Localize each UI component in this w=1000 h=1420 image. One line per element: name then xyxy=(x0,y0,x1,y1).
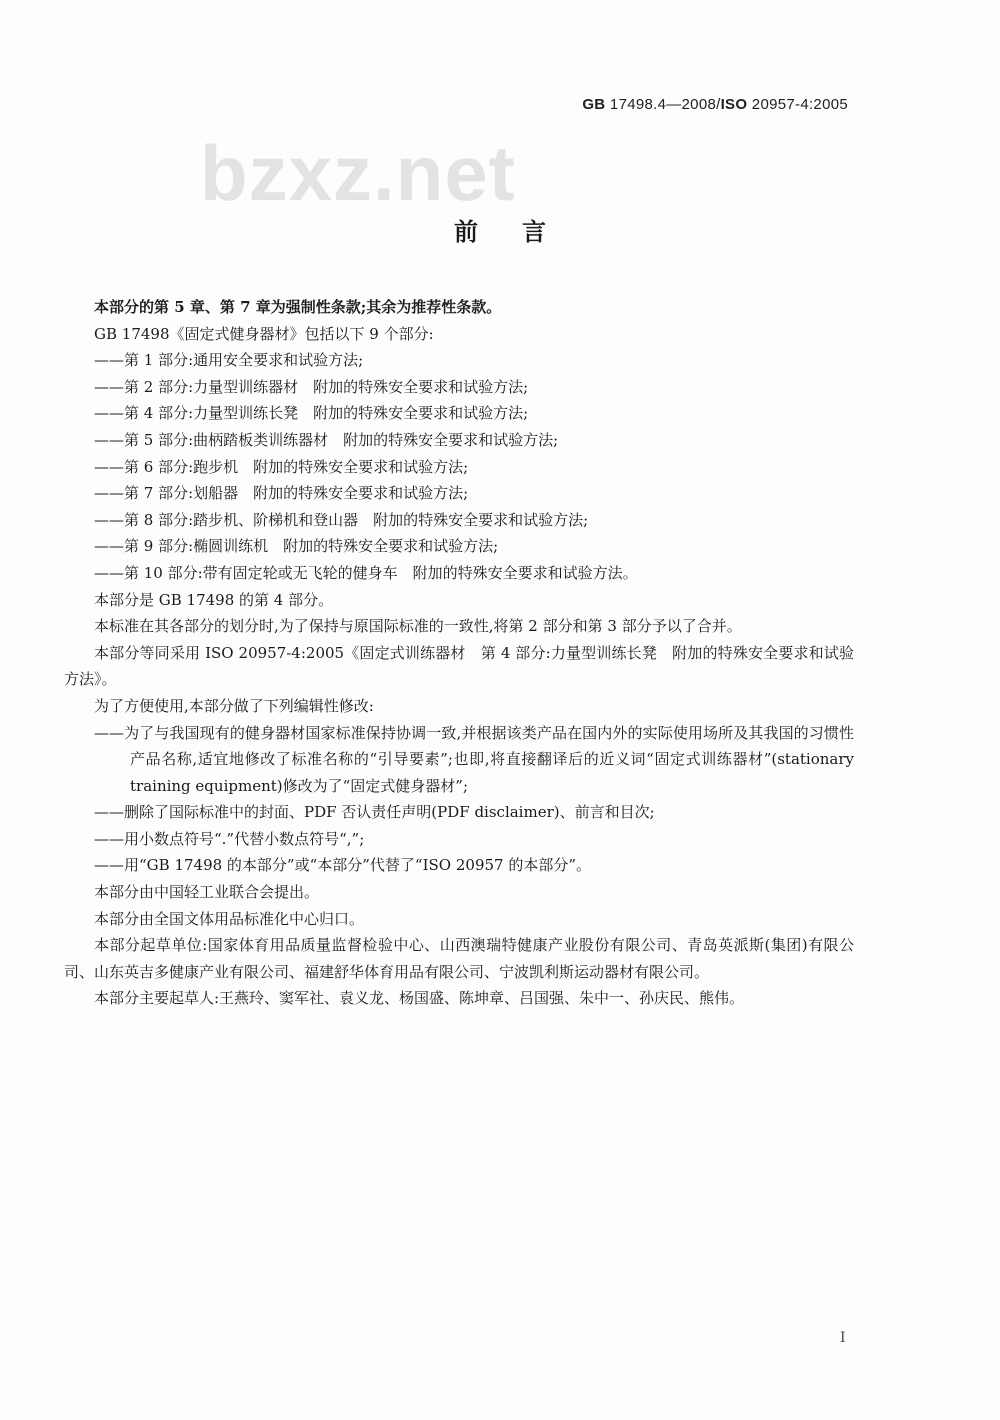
part-item: ——第 4 部分:力量型训练长凳 附加的特殊安全要求和试验方法; xyxy=(94,404,529,423)
edit-item: ——用“GB 17498 的本部分”或“本部分”代替了“ISO 20957 的本部分”。 xyxy=(94,856,592,875)
part-item: ——第 9 部分:椭圆训练机 附加的特殊安全要求和试验方法; xyxy=(94,537,499,556)
equivalence-statement: 本部分等同采用 ISO 20957-4:2005《固定式训练器材 第 4 部分:力量型训练长凳 附加的特殊安全要求和试验方法》。 xyxy=(64,643,854,689)
proposed-by: 本部分由中国轻工业联合会提出。 xyxy=(94,883,320,902)
edit-item: ——用小数点符号“.”代替小数点符号“,”; xyxy=(94,829,365,848)
mandatory-clause: 本部分的第 5 章、第 7 章为强制性条款;其余为推荐性条款。 xyxy=(94,298,502,316)
gb-label: GB xyxy=(582,96,606,113)
edit-item: ——删除了国际标准中的封面、PDF 否认责任声明(PDF disclaimer)、前言和目次; xyxy=(94,803,655,822)
part-item: ——第 2 部分:力量型训练器材 附加的特殊安全要求和试验方法; xyxy=(94,377,529,396)
parts-intro: GB 17498《固定式健身器材》包括以下 9 个部分: xyxy=(94,324,434,343)
part-item: ——第 6 部分:跑步机 附加的特殊安全要求和试验方法; xyxy=(94,457,469,476)
part-item: ——第 1 部分:通用安全要求和试验方法; xyxy=(94,351,364,370)
page-title: 前言 xyxy=(454,217,590,246)
drafters: 本部分主要起草人:王燕玲、窦军社、袁义龙、杨国盛、陈坤章、吕国强、朱中一、孙庆民、熊伟。 xyxy=(94,989,745,1008)
part-item: ——第 10 部分:带有固定轮或无飞轮的健身车 附加的特殊安全要求和试验方法。 xyxy=(94,563,638,582)
drafting-units: 本部分起草单位:国家体育用品质量监督检验中心、山西澳瑞特健康产业股份有限公司、青岛英派斯(集团)有限公司、山东英吉多健康产业有限公司、福建舒华体育用品有限公司、宁波凯利斯运动器材有限公司。 xyxy=(64,936,854,981)
page-number: I xyxy=(840,1330,846,1346)
edits-intro: 为了方便使用,本部分做了下列编辑性修改: xyxy=(94,696,374,715)
part-item: ——第 8 部分:踏步机、阶梯机和登山器 附加的特殊安全要求和试验方法; xyxy=(94,510,589,529)
iso-label: ISO xyxy=(720,96,748,113)
watermark: bzxz.net xyxy=(200,129,516,217)
part-item: ——第 7 部分:划船器 附加的特殊安全要求和试验方法; xyxy=(94,484,469,503)
part-item: ——第 5 部分:曲柄踏板类训练器材 附加的特殊安全要求和试验方法; xyxy=(94,430,559,449)
edit-item: ——为了与我国现有的健身器材国家标准保持协调一致,并根据该类产品在国内外的实际使用场所及其我国的习惯性产品名称,适宜地修改了标准名称的“引导要素”;也即,将直接翻译后的近义词“固定式训练器材”(stationary training equipment)修改为了“固定式健身器材”; xyxy=(94,723,854,795)
merge-statement: 本标准在其各部分的划分时,为了保持与原国际标准的一致性,将第 2 部分和第 3 部分予以了合并。 xyxy=(94,617,742,636)
foreword-body xyxy=(64,294,854,1012)
standard-code xyxy=(582,96,848,113)
gb-code: 17498.4—2008/ xyxy=(605,96,721,113)
centralized-by: 本部分由全国文体用品标准化中心归口。 xyxy=(94,909,365,928)
this-part-statement: 本部分是 GB 17498 的第 4 部分。 xyxy=(94,590,334,609)
iso-code: 20957-4:2005 xyxy=(747,96,848,113)
